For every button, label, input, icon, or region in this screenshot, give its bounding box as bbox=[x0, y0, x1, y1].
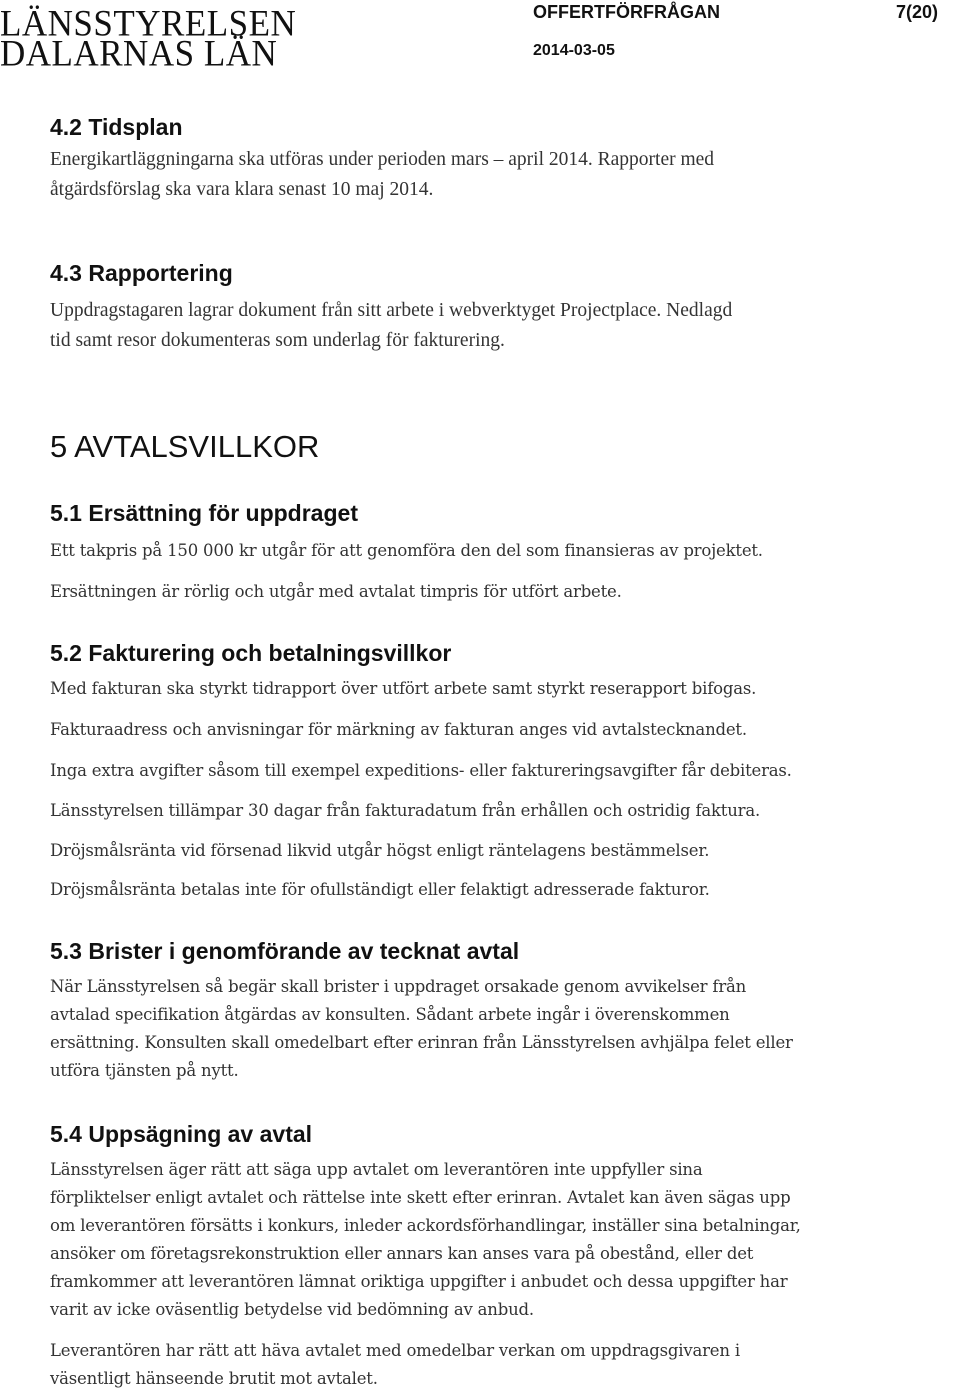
paragraph-5-4-1 bbox=[50, 1156, 801, 1324]
logo-line-1: LÄNSSTYRELSEN bbox=[0, 2, 297, 44]
text-line: varit av icke oväsentlig betydelse vid bedömning av anbud. bbox=[50, 1300, 534, 1319]
heading-4-2: 4.2 Tidsplan bbox=[50, 114, 183, 140]
heading-5-2: 5.2 Fakturering och betalningsvillkor bbox=[50, 640, 452, 666]
text-line: Länsstyrelsen äger rätt att säga upp avtalet om leverantören inte uppfyller sina bbox=[50, 1160, 703, 1179]
text-line: tid samt resor dokumenteras som underlag för fakturering. bbox=[50, 330, 505, 351]
paragraph-5-3 bbox=[50, 973, 793, 1085]
paragraph-4-3 bbox=[50, 296, 732, 356]
paragraph-5-2-5: Dröjsmålsränta vid försenad likvid utgår högst enligt räntelagens bestämmelser. bbox=[50, 841, 710, 860]
text-line: utföra tjänsten på nytt. bbox=[50, 1061, 239, 1080]
text-line: framkommer att leverantören lämnat oriktiga uppgifter i anbudet och dessa uppgifter har bbox=[50, 1272, 788, 1291]
page-number: 7(20) bbox=[896, 2, 939, 22]
text-line: förpliktelser enligt avtalet och rättelse inte skett efter erinran. Avtalet kan även sägas upp bbox=[50, 1188, 791, 1207]
text-line: När Länsstyrelsen så begär skall brister i uppdraget orsakade genom avvikelser från bbox=[50, 977, 747, 996]
document-date: 2014-03-05 bbox=[533, 42, 615, 59]
text-line: Uppdragstagaren lagrar dokument från sitt arbete i webverktyget Projectplace. Nedlagd bbox=[50, 300, 733, 321]
logo-line-2: DALARNAS LÄN bbox=[0, 32, 278, 74]
text-line: Energikartläggningarna ska utföras under perioden mars – april 2014. Rapporter med bbox=[50, 149, 715, 170]
text-line: åtgärdsförslag ska vara klara senast 10 maj 2014. bbox=[50, 179, 434, 200]
heading-5: 5 AVTALSVILLKOR bbox=[50, 429, 320, 464]
paragraph-5-1-2: Ersättningen är rörlig och utgår med avtalat timpris för utfört arbete. bbox=[50, 582, 622, 601]
text-line: Leverantören har rätt att häva avtalet med omedelbar verkan om uppdragsgivaren i bbox=[50, 1341, 740, 1360]
paragraph-5-2-3: Inga extra avgifter såsom till exempel expeditions- eller faktureringsavgifter får debiteras. bbox=[50, 761, 792, 780]
heading-5-4: 5.4 Uppsägning av avtal bbox=[50, 1121, 313, 1147]
text-line: om leverantören försätts i konkurs, inleder ackordsförhandlingar, inställer sina betalningar, bbox=[50, 1216, 801, 1235]
paragraph-5-4-2 bbox=[50, 1337, 740, 1393]
paragraph-5-2-1: Med fakturan ska styrkt tidrapport över utfört arbete samt styrkt reserapport bifogas. bbox=[50, 679, 757, 698]
heading-5-3: 5.3 Brister i genomförande av tecknat avtal bbox=[50, 938, 520, 964]
document-type: OFFERTFÖRFRÅGAN bbox=[533, 2, 720, 22]
paragraph-5-1-1: Ett takpris på 150 000 kr utgår för att genomföra den del som finansieras av projektet. bbox=[50, 541, 763, 560]
paragraph-4-2 bbox=[50, 145, 714, 205]
paragraph-5-2-6: Dröjsmålsränta betalas inte för ofullständigt eller felaktigt adresserade fakturor. bbox=[50, 880, 710, 899]
text-line: väsentligt hänseende brutit mot avtalet. bbox=[50, 1369, 378, 1388]
heading-5-1: 5.1 Ersättning för uppdraget bbox=[50, 500, 358, 526]
lansstyrelsen-logo bbox=[0, 2, 297, 74]
heading-4-3: 4.3 Rapportering bbox=[50, 260, 233, 286]
paragraph-5-2-2: Fakturaadress och anvisningar för märkning av fakturan anges vid avtalstecknandet. bbox=[50, 720, 747, 739]
text-line: ansöker om företagsrekonstruktion eller annars kan anses vara på obestånd, eller det bbox=[50, 1244, 754, 1263]
text-line: ersättning. Konsulten skall omedelbart efter erinran från Länsstyrelsen avhjälpa felet eller bbox=[50, 1033, 793, 1052]
text-line: avtalad specifikation åtgärdas av konsulten. Sådant arbete ingår i överenskommen bbox=[50, 1005, 730, 1024]
paragraph-5-2-4: Länsstyrelsen tillämpar 30 dagar från fakturadatum från erhållen och ostridig faktura. bbox=[50, 801, 761, 820]
